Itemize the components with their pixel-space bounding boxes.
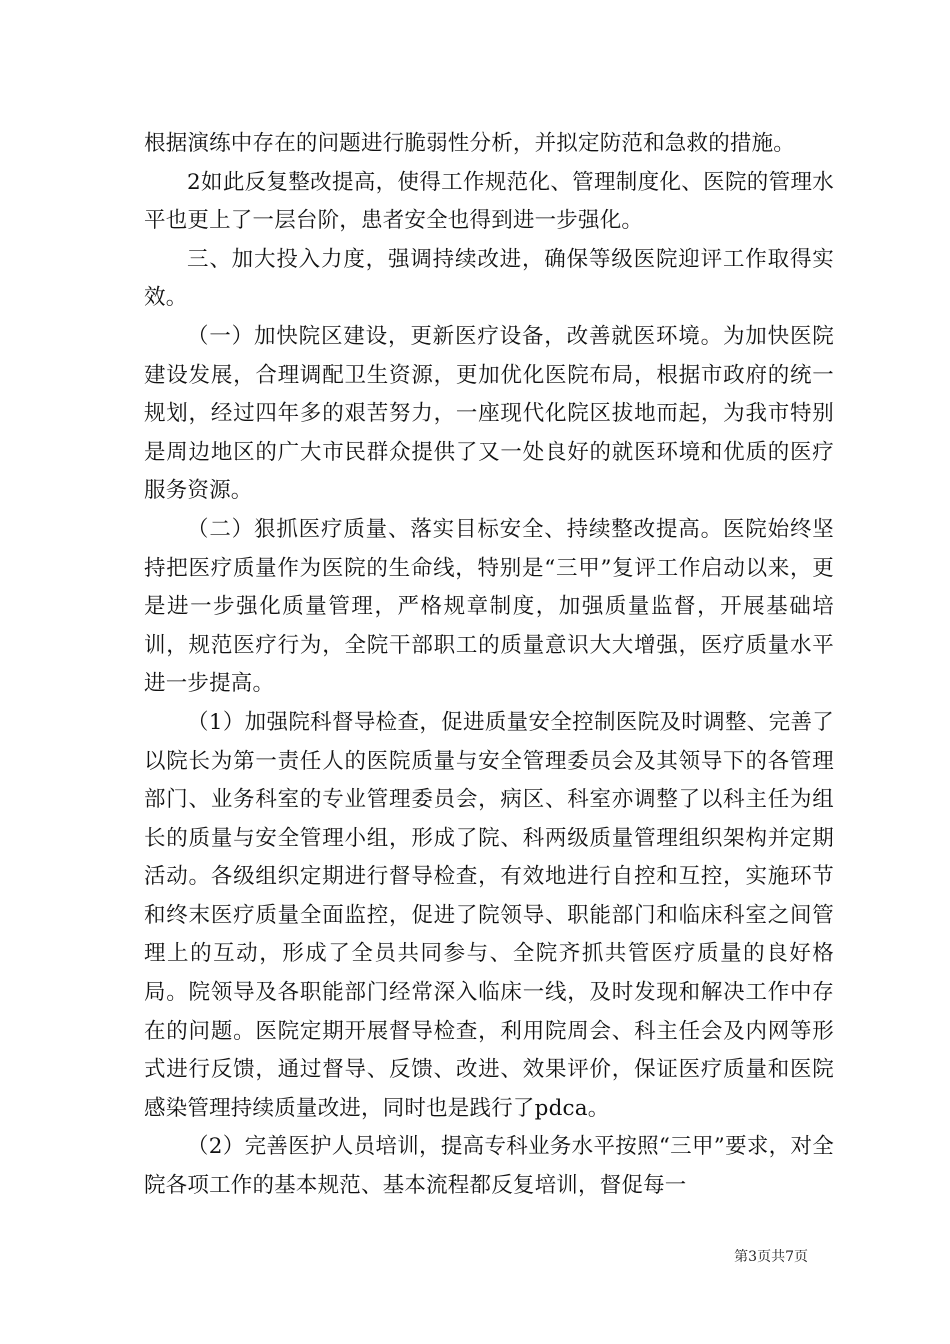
paragraph-2: 2如此反复整改提高，使得工作规范化、管理制度化、医院的管理水平也更上了一层台阶，患者安全也得到进一步强化。 xyxy=(144,169,834,234)
document-body xyxy=(144,125,834,1206)
page-number: 第3页共7页 xyxy=(734,1249,808,1265)
paragraph-4: （一）加快院区建设，更新医疗设备，改善就医环境。为加快医院建设发展，合理调配卫生资源，更加优化医院布局，根据市政府的统一规划，经过四年多的艰苦努力，一座现代化院区拔地而起，为我市特别是周边地区的广大市民群众提供了又一处良好的就医环境和优质的医疗服务资源。 xyxy=(144,323,834,504)
paragraph-6: （1）加强院科督导检查，促进质量安全控制医院及时调整、完善了以院长为第一责任人的医院质量与安全管理委员会及其领导下的各管理部门、业务科室的专业管理委员会，病区、科室亦调整了以科主任为组长的质量与安全管理小组，形成了院、科两级质量管理组织架构并定期活动。各级组织定期进行督导检查，有效地进行自控和互控，实施环节和终末医疗质量全面监控，促进了院领导、职能部门和临床科室之间管理上的互动，形成了全员共同参与、全院齐抓共管医疗质量的良好格局。院领导及各职能部门经常深入临床一线，及时发现和解决工作中存在的问题。医院定期开展督导检查，利用院周会、科主任会及内网等形式进行反馈，通过督导、反馈、改进、效果评价，保证医疗质量和医院感染管理持续质量改进，同时也是践行了pdca。 xyxy=(144,709,834,1121)
paragraph-7: （2）完善医护人员培训，提高专科业务水平按照“三甲”要求，对全院各项工作的基本规范、基本流程都反复培训，督促每一 xyxy=(144,1134,834,1199)
paragraph-5: （二）狠抓医疗质量、落实目标安全、持续整改提高。医院始终坚持把医疗质量作为医院的生命线，特别是“三甲”复评工作启动以来，更是进一步强化质量管理，严格规章制度，加强质量监督，开展基础培训，规范医疗行为，全院干部职工的质量意识大大增强，医疗质量水平进一步提高。 xyxy=(144,516,834,697)
paragraph-1: 根据演练中存在的问题进行脆弱性分析，并拟定防范和急救的措施。 xyxy=(144,131,796,156)
paragraph-3-section-heading: 三、加大投入力度，强调持续改进，确保等级医院迎评工作取得实效。 xyxy=(144,246,834,311)
